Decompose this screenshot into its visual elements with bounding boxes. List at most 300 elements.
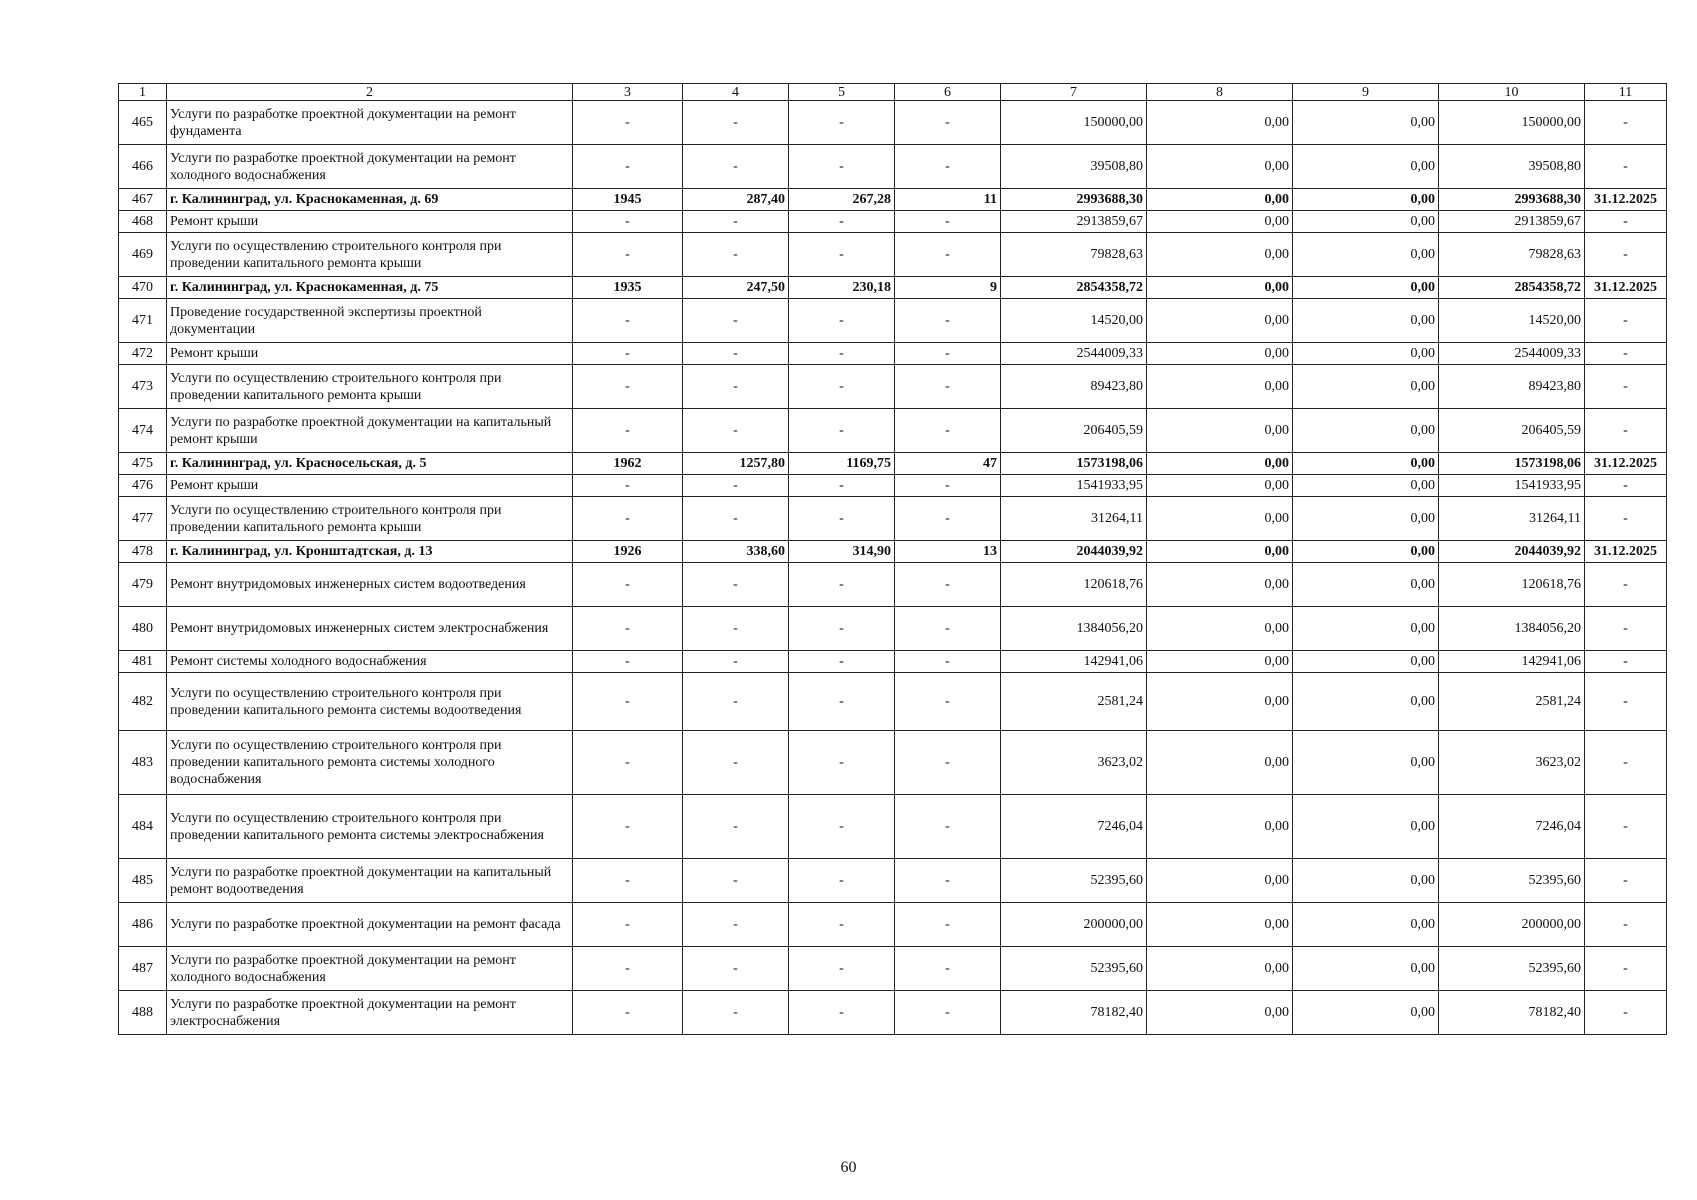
col4-cell: - [683,409,789,453]
item-name-cell: Ремонт внутридомовых инженерных систем водоотведения [167,563,573,607]
col5-cell: 267,28 [789,189,895,211]
table-row [119,211,1667,233]
col11-cell: - [1585,343,1667,365]
col9-cell: 0,00 [1293,947,1439,991]
item-name-cell: Услуги по осуществлению строительного контроля при проведении капитального ремонта системы водоотведения [167,673,573,731]
col5-cell: - [789,563,895,607]
header-cell: 9 [1293,84,1439,101]
col3-cell: - [573,563,683,607]
col10-cell: 120618,76 [1439,563,1585,607]
row-number-cell: 482 [119,673,167,731]
col3-cell: - [573,299,683,343]
table-row [119,673,1667,731]
col11-cell: 31.12.2025 [1585,189,1667,211]
row-number-cell: 469 [119,233,167,277]
col4-cell: - [683,607,789,651]
col11-cell: - [1585,673,1667,731]
col5-cell: - [789,859,895,903]
col6-cell: - [895,607,1001,651]
col3-cell: 1926 [573,541,683,563]
item-name-cell: Услуги по разработке проектной документации на капитальный ремонт водоотведения [167,859,573,903]
col7-cell: 150000,00 [1001,101,1147,145]
row-number-cell: 474 [119,409,167,453]
col3-cell: 1962 [573,453,683,475]
col8-cell: 0,00 [1147,277,1293,299]
col3-cell: 1945 [573,189,683,211]
header-cell: 10 [1439,84,1585,101]
col9-cell: 0,00 [1293,795,1439,859]
col6-cell: - [895,903,1001,947]
col3-cell: - [573,947,683,991]
col11-cell: 31.12.2025 [1585,453,1667,475]
col10-cell: 2544009,33 [1439,343,1585,365]
page-number: 60 [840,1159,857,1176]
col9-cell: 0,00 [1293,409,1439,453]
col6-cell: - [895,731,1001,795]
col5-cell: 314,90 [789,541,895,563]
item-name-cell: Услуги по осуществлению строительного контроля при проведении капитального ремонта крыши [167,365,573,409]
col8-cell: 0,00 [1147,497,1293,541]
col10-cell: 31264,11 [1439,497,1585,541]
col4-cell: - [683,903,789,947]
row-number-cell: 470 [119,277,167,299]
col6-cell: - [895,145,1001,189]
table-row [119,453,1667,475]
col11-cell: - [1585,859,1667,903]
col11-cell: - [1585,563,1667,607]
table-row [119,475,1667,497]
col10-cell: 1384056,20 [1439,607,1585,651]
col9-cell: 0,00 [1293,731,1439,795]
col7-cell: 2544009,33 [1001,343,1147,365]
col6-cell: - [895,947,1001,991]
row-number-cell: 471 [119,299,167,343]
col11-cell: 31.12.2025 [1585,541,1667,563]
col5-cell: - [789,795,895,859]
col4-cell: - [683,497,789,541]
col7-cell: 78182,40 [1001,991,1147,1035]
col6-cell: - [895,795,1001,859]
col7-cell: 120618,76 [1001,563,1147,607]
col4-cell: - [683,343,789,365]
col7-cell: 2993688,30 [1001,189,1147,211]
col11-cell: - [1585,101,1667,145]
col4-cell: - [683,101,789,145]
table-row [119,101,1667,145]
table-row [119,189,1667,211]
row-number-cell: 472 [119,343,167,365]
col3-cell: - [573,475,683,497]
col7-cell: 1573198,06 [1001,453,1147,475]
col8-cell: 0,00 [1147,563,1293,607]
col6-cell: - [895,563,1001,607]
col6-cell: - [895,497,1001,541]
col10-cell: 1573198,06 [1439,453,1585,475]
table-row [119,947,1667,991]
col10-cell: 1541933,95 [1439,475,1585,497]
col6-cell: - [895,409,1001,453]
row-number-cell: 487 [119,947,167,991]
item-name-cell: Услуги по разработке проектной документации на ремонт фасада [167,903,573,947]
col4-cell: 338,60 [683,541,789,563]
col9-cell: 0,00 [1293,343,1439,365]
col7-cell: 52395,60 [1001,859,1147,903]
col7-cell: 2044039,92 [1001,541,1147,563]
col4-cell: - [683,211,789,233]
col7-cell: 142941,06 [1001,651,1147,673]
col11-cell: - [1585,731,1667,795]
col5-cell: - [789,991,895,1035]
col7-cell: 79828,63 [1001,233,1147,277]
col8-cell: 0,00 [1147,859,1293,903]
col11-cell: - [1585,651,1667,673]
col9-cell: 0,00 [1293,607,1439,651]
col7-cell: 1541933,95 [1001,475,1147,497]
col5-cell: 1169,75 [789,453,895,475]
header-cell: 11 [1585,84,1667,101]
table-row [119,563,1667,607]
row-number-cell: 483 [119,731,167,795]
col4-cell: - [683,563,789,607]
col5-cell: - [789,409,895,453]
table-row [119,233,1667,277]
col7-cell: 52395,60 [1001,947,1147,991]
col11-cell: - [1585,299,1667,343]
col5-cell: - [789,101,895,145]
table-row [119,409,1667,453]
col7-cell: 2854358,72 [1001,277,1147,299]
col7-cell: 2581,24 [1001,673,1147,731]
col5-cell: - [789,145,895,189]
col11-cell: - [1585,475,1667,497]
col9-cell: 0,00 [1293,563,1439,607]
row-number-cell: 477 [119,497,167,541]
item-name-cell: г. Калининград, ул. Кронштадтская, д. 13 [167,541,573,563]
col8-cell: 0,00 [1147,409,1293,453]
col4-cell: 1257,80 [683,453,789,475]
col10-cell: 39508,80 [1439,145,1585,189]
col6-cell: - [895,651,1001,673]
col5-cell: - [789,475,895,497]
row-number-cell: 485 [119,859,167,903]
col8-cell: 0,00 [1147,453,1293,475]
header-cell: 5 [789,84,895,101]
table-row [119,497,1667,541]
col10-cell: 2581,24 [1439,673,1585,731]
col6-cell: - [895,673,1001,731]
col5-cell: - [789,497,895,541]
col7-cell: 89423,80 [1001,365,1147,409]
item-name-cell: Ремонт крыши [167,343,573,365]
col11-cell: - [1585,145,1667,189]
col10-cell: 2044039,92 [1439,541,1585,563]
col4-cell: - [683,299,789,343]
col3-cell: - [573,233,683,277]
col8-cell: 0,00 [1147,673,1293,731]
row-number-cell: 478 [119,541,167,563]
col6-cell: - [895,299,1001,343]
table-row [119,903,1667,947]
item-name-cell: г. Калининград, ул. Красносельская, д. 5 [167,453,573,475]
col7-cell: 3623,02 [1001,731,1147,795]
col5-cell: - [789,211,895,233]
col9-cell: 0,00 [1293,189,1439,211]
item-name-cell: Услуги по осуществлению строительного контроля при проведении капитального ремонта крыши [167,233,573,277]
col10-cell: 150000,00 [1439,101,1585,145]
col9-cell: 0,00 [1293,101,1439,145]
col8-cell: 0,00 [1147,541,1293,563]
col7-cell: 39508,80 [1001,145,1147,189]
col10-cell: 2854358,72 [1439,277,1585,299]
col4-cell: - [683,651,789,673]
col4-cell: - [683,145,789,189]
col5-cell: - [789,651,895,673]
col10-cell: 89423,80 [1439,365,1585,409]
col10-cell: 52395,60 [1439,947,1585,991]
col5-cell: - [789,233,895,277]
header-cell: 8 [1147,84,1293,101]
col3-cell: - [573,145,683,189]
col10-cell: 7246,04 [1439,795,1585,859]
col10-cell: 200000,00 [1439,903,1585,947]
row-number-cell: 488 [119,991,167,1035]
col11-cell: - [1585,497,1667,541]
col3-cell: - [573,211,683,233]
col10-cell: 52395,60 [1439,859,1585,903]
repair-plan-table [118,83,1667,1035]
col3-cell: - [573,497,683,541]
item-name-cell: Услуги по разработке проектной документации на ремонт фундамента [167,101,573,145]
row-number-cell: 476 [119,475,167,497]
header-cell: 3 [573,84,683,101]
col9-cell: 0,00 [1293,365,1439,409]
col4-cell: - [683,233,789,277]
col4-cell: - [683,991,789,1035]
col10-cell: 79828,63 [1439,233,1585,277]
col3-cell: - [573,365,683,409]
col8-cell: 0,00 [1147,101,1293,145]
col9-cell: 0,00 [1293,497,1439,541]
col10-cell: 2993688,30 [1439,189,1585,211]
col4-cell: - [683,795,789,859]
col5-cell: - [789,731,895,795]
col9-cell: 0,00 [1293,211,1439,233]
col8-cell: 0,00 [1147,607,1293,651]
col6-cell: 9 [895,277,1001,299]
item-name-cell: Ремонт крыши [167,211,573,233]
col3-cell: - [573,651,683,673]
col7-cell: 7246,04 [1001,795,1147,859]
table-row [119,541,1667,563]
col11-cell: - [1585,409,1667,453]
col9-cell: 0,00 [1293,903,1439,947]
col8-cell: 0,00 [1147,731,1293,795]
row-number-cell: 486 [119,903,167,947]
col3-cell: - [573,409,683,453]
col6-cell: - [895,859,1001,903]
col10-cell: 78182,40 [1439,991,1585,1035]
col3-cell: - [573,673,683,731]
col6-cell: - [895,233,1001,277]
col3-cell: - [573,991,683,1035]
col9-cell: 0,00 [1293,651,1439,673]
col5-cell: - [789,607,895,651]
col10-cell: 206405,59 [1439,409,1585,453]
col7-cell: 14520,00 [1001,299,1147,343]
header-cell: 1 [119,84,167,101]
col10-cell: 3623,02 [1439,731,1585,795]
item-name-cell: Услуги по осуществлению строительного контроля при проведении капитального ремонта системы холодного водоснабжения [167,731,573,795]
col6-cell: 11 [895,189,1001,211]
row-number-cell: 480 [119,607,167,651]
item-name-cell: Услуги по разработке проектной документации на ремонт холодного водоснабжения [167,145,573,189]
table-row [119,365,1667,409]
table-row [119,859,1667,903]
item-name-cell: Услуги по осуществлению строительного контроля при проведении капитального ремонта крыши [167,497,573,541]
header-cell: 7 [1001,84,1147,101]
col4-cell: - [683,731,789,795]
header-cell: 2 [167,84,573,101]
row-number-cell: 475 [119,453,167,475]
col11-cell: - [1585,947,1667,991]
table-row [119,145,1667,189]
col7-cell: 1384056,20 [1001,607,1147,651]
table-row [119,795,1667,859]
col3-cell: - [573,343,683,365]
col10-cell: 14520,00 [1439,299,1585,343]
col8-cell: 0,00 [1147,211,1293,233]
col8-cell: 0,00 [1147,651,1293,673]
col5-cell: 230,18 [789,277,895,299]
col6-cell: 13 [895,541,1001,563]
col6-cell: - [895,101,1001,145]
col3-cell: - [573,859,683,903]
col8-cell: 0,00 [1147,903,1293,947]
table-row [119,343,1667,365]
col11-cell: - [1585,211,1667,233]
col4-cell: - [683,475,789,497]
row-number-cell: 484 [119,795,167,859]
col3-cell: - [573,101,683,145]
col9-cell: 0,00 [1293,233,1439,277]
col4-cell: - [683,365,789,409]
col4-cell: - [683,947,789,991]
table-row [119,277,1667,299]
col8-cell: 0,00 [1147,795,1293,859]
col9-cell: 0,00 [1293,673,1439,731]
col8-cell: 0,00 [1147,189,1293,211]
item-name-cell: Ремонт внутридомовых инженерных систем электроснабжения [167,607,573,651]
col7-cell: 206405,59 [1001,409,1147,453]
col6-cell: - [895,343,1001,365]
col11-cell: - [1585,607,1667,651]
item-name-cell: Услуги по разработке проектной документации на ремонт холодного водоснабжения [167,947,573,991]
row-number-cell: 467 [119,189,167,211]
col6-cell: - [895,211,1001,233]
col7-cell: 2913859,67 [1001,211,1147,233]
col10-cell: 142941,06 [1439,651,1585,673]
col8-cell: 0,00 [1147,475,1293,497]
row-number-cell: 481 [119,651,167,673]
col4-cell: - [683,673,789,731]
item-name-cell: г. Калининград, ул. Краснокаменная, д. 69 [167,189,573,211]
col11-cell: - [1585,795,1667,859]
col8-cell: 0,00 [1147,343,1293,365]
row-number-cell: 466 [119,145,167,189]
col8-cell: 0,00 [1147,365,1293,409]
col11-cell: - [1585,903,1667,947]
col5-cell: - [789,365,895,409]
item-name-cell: Ремонт системы холодного водоснабжения [167,651,573,673]
item-name-cell: Услуги по разработке проектной документации на ремонт электроснабжения [167,991,573,1035]
row-number-cell: 468 [119,211,167,233]
row-number-cell: 473 [119,365,167,409]
table-row [119,991,1667,1035]
col6-cell: - [895,475,1001,497]
item-name-cell: Услуги по разработке проектной документации на капитальный ремонт крыши [167,409,573,453]
item-name-cell: г. Калининград, ул. Краснокаменная, д. 75 [167,277,573,299]
header-cell: 6 [895,84,1001,101]
col7-cell: 200000,00 [1001,903,1147,947]
col3-cell: - [573,903,683,947]
col8-cell: 0,00 [1147,233,1293,277]
col3-cell: - [573,607,683,651]
col3-cell: 1935 [573,277,683,299]
col11-cell: - [1585,365,1667,409]
item-name-cell: Ремонт крыши [167,475,573,497]
col8-cell: 0,00 [1147,145,1293,189]
col4-cell: 247,50 [683,277,789,299]
col5-cell: - [789,903,895,947]
col3-cell: - [573,731,683,795]
col8-cell: 0,00 [1147,299,1293,343]
col9-cell: 0,00 [1293,475,1439,497]
col9-cell: 0,00 [1293,299,1439,343]
col6-cell: 47 [895,453,1001,475]
col9-cell: 0,00 [1293,145,1439,189]
column-number-header [119,84,1667,101]
col4-cell: - [683,859,789,903]
item-name-cell: Услуги по осуществлению строительного контроля при проведении капитального ремонта системы электроснабжения [167,795,573,859]
table-row [119,651,1667,673]
col6-cell: - [895,991,1001,1035]
col3-cell: - [573,795,683,859]
col9-cell: 0,00 [1293,541,1439,563]
col8-cell: 0,00 [1147,991,1293,1035]
col5-cell: - [789,343,895,365]
col9-cell: 0,00 [1293,453,1439,475]
col9-cell: 0,00 [1293,991,1439,1035]
row-number-cell: 465 [119,101,167,145]
table-row [119,299,1667,343]
item-name-cell: Проведение государственной экспертизы проектной документации [167,299,573,343]
col11-cell: 31.12.2025 [1585,277,1667,299]
col4-cell: 287,40 [683,189,789,211]
header-cell: 4 [683,84,789,101]
col6-cell: - [895,365,1001,409]
col5-cell: - [789,299,895,343]
col5-cell: - [789,947,895,991]
col9-cell: 0,00 [1293,277,1439,299]
col7-cell: 31264,11 [1001,497,1147,541]
col11-cell: - [1585,991,1667,1035]
col5-cell: - [789,673,895,731]
col11-cell: - [1585,233,1667,277]
col9-cell: 0,00 [1293,859,1439,903]
table-row [119,607,1667,651]
table-row [119,731,1667,795]
col8-cell: 0,00 [1147,947,1293,991]
